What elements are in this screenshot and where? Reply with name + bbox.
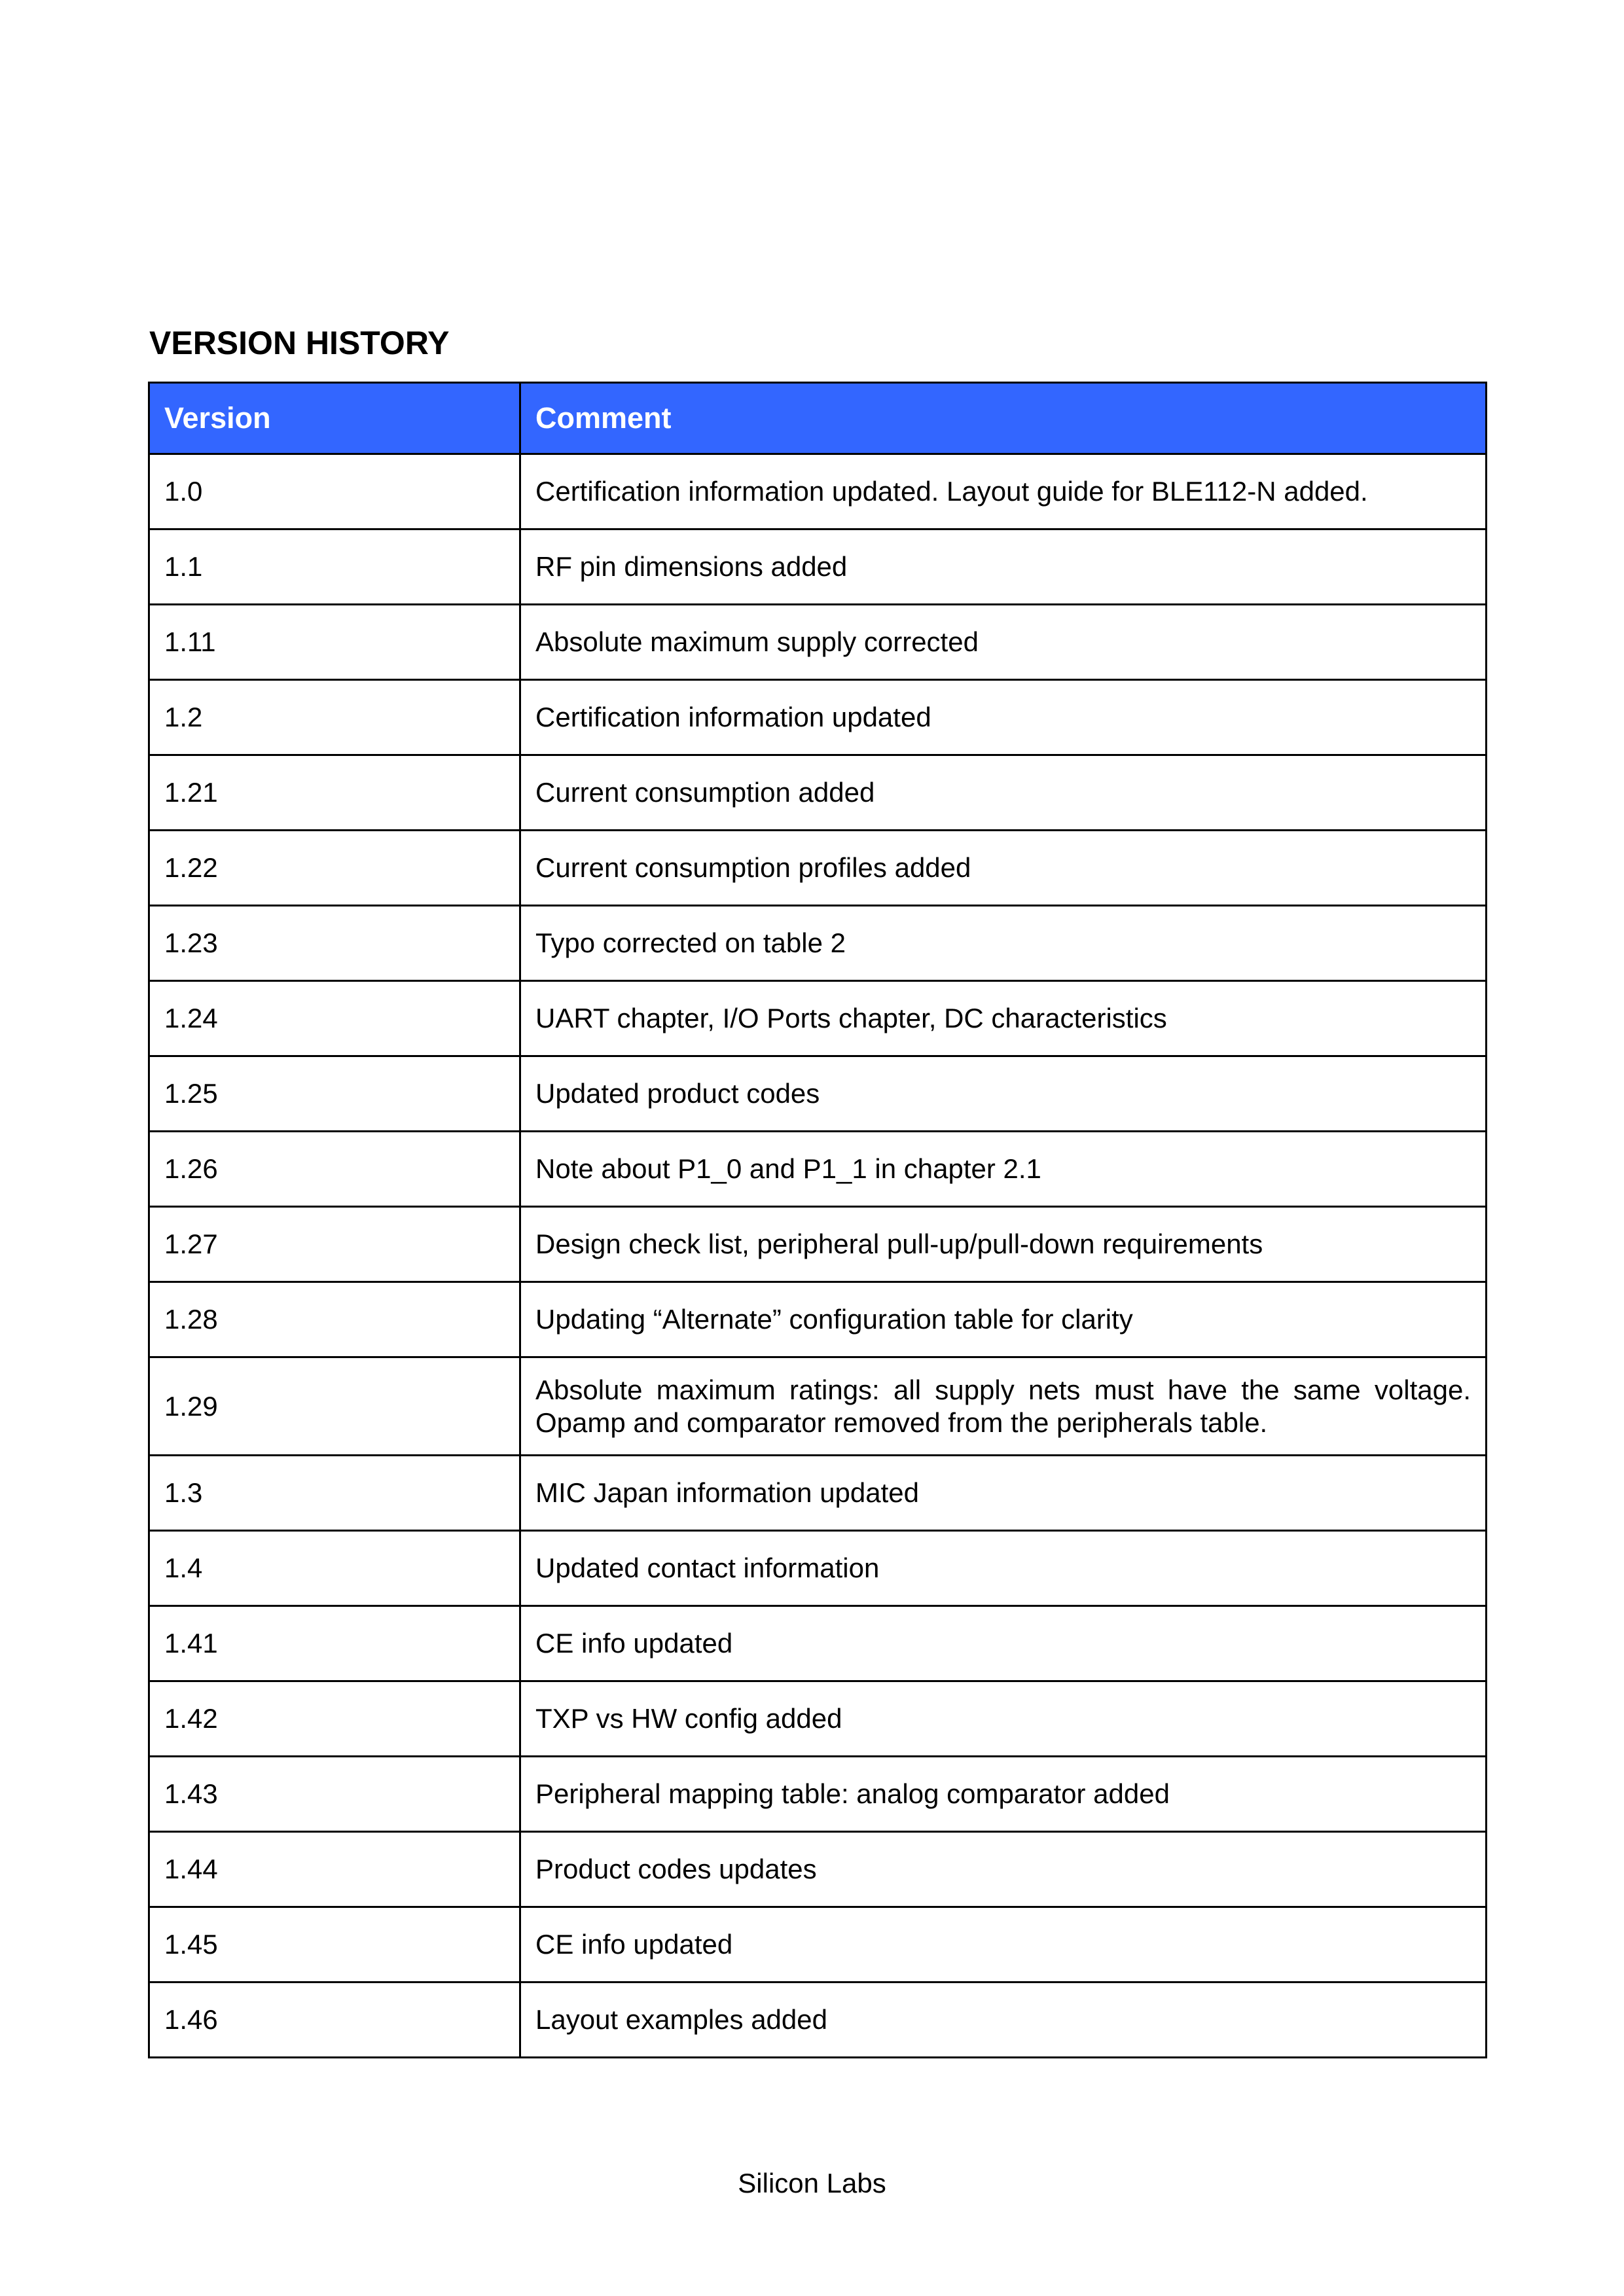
table-row — [149, 1832, 1487, 1907]
version-cell: 1.21 — [149, 755, 520, 831]
version-cell: 1.45 — [149, 1907, 520, 1982]
comment-cell: Note about P1_0 and P1_1 in chapter 2.1 — [520, 1132, 1487, 1207]
version-cell: 1.46 — [149, 1982, 520, 2058]
comment-cell: CE info updated — [520, 1606, 1487, 1681]
version-cell: 1.43 — [149, 1757, 520, 1832]
comment-cell: Peripheral mapping table: analog comparator added — [520, 1757, 1487, 1832]
comment-cell: Updating “Alternate” configuration table for clarity — [520, 1282, 1487, 1357]
comment-cell: Certification information updated. Layout guide for BLE112-N added. — [520, 454, 1487, 529]
comment-cell: UART chapter, I/O Ports chapter, DC characteristics — [520, 981, 1487, 1056]
version-cell: 1.26 — [149, 1132, 520, 1207]
version-cell: 1.23 — [149, 906, 520, 981]
version-cell: 1.27 — [149, 1207, 520, 1282]
version-cell: 1.44 — [149, 1832, 520, 1907]
table-header-row — [149, 383, 1487, 454]
comment-cell: Layout examples added — [520, 1982, 1487, 2058]
page-footer: Silicon Labs — [738, 2168, 886, 2198]
table-row — [149, 906, 1487, 981]
version-cell: 1.28 — [149, 1282, 520, 1357]
version-cell: 1.24 — [149, 981, 520, 1056]
table-row — [149, 1357, 1487, 1456]
version-cell: 1.22 — [149, 831, 520, 906]
comment-cell: Updated contact information — [520, 1531, 1487, 1606]
table-row — [149, 1531, 1487, 1606]
table-row — [149, 1681, 1487, 1757]
table-row — [149, 1207, 1487, 1282]
table-row — [149, 1132, 1487, 1207]
version-cell: 1.41 — [149, 1606, 520, 1681]
table-row — [149, 1282, 1487, 1357]
version-cell: 1.29 — [149, 1357, 520, 1456]
comment-cell: CE info updated — [520, 1907, 1487, 1982]
version-cell: 1.0 — [149, 454, 520, 529]
comment-cell: Absolute maximum supply corrected — [520, 605, 1487, 680]
table-row — [149, 831, 1487, 906]
comment-cell: Updated product codes — [520, 1056, 1487, 1132]
table-row — [149, 454, 1487, 529]
table-row — [149, 1606, 1487, 1681]
table-row — [149, 1757, 1487, 1832]
comment-cell: RF pin dimensions added — [520, 529, 1487, 605]
version-cell: 1.11 — [149, 605, 520, 680]
table-row — [149, 529, 1487, 605]
comment-cell: Product codes updates — [520, 1832, 1487, 1907]
table-row — [149, 755, 1487, 831]
version-cell: 1.4 — [149, 1531, 520, 1606]
comment-cell: Current consumption profiles added — [520, 831, 1487, 906]
comment-cell: Design check list, peripheral pull-up/pull-down requirements — [520, 1207, 1487, 1282]
comment-cell: Certification information updated — [520, 680, 1487, 755]
comment-cell: Absolute maximum ratings: all supply nets must have the same voltage. Opamp and comparator removed from the peripherals table. — [520, 1357, 1487, 1456]
table-row — [149, 1056, 1487, 1132]
table-row — [149, 605, 1487, 680]
page-title: VERSION HISTORY — [149, 325, 450, 361]
comment-cell: MIC Japan information updated — [520, 1456, 1487, 1531]
version-cell: 1.42 — [149, 1681, 520, 1757]
table-row — [149, 981, 1487, 1056]
comment-cell: TXP vs HW config added — [520, 1681, 1487, 1757]
table-row — [149, 1907, 1487, 1982]
table-row — [149, 1982, 1487, 2058]
version-cell: 1.2 — [149, 680, 520, 755]
table-row — [149, 1456, 1487, 1531]
table-row — [149, 680, 1487, 755]
version-cell: 1.25 — [149, 1056, 520, 1132]
column-header-comment: Comment — [520, 383, 1487, 454]
version-history-table — [148, 382, 1487, 2058]
comment-cell: Current consumption added — [520, 755, 1487, 831]
version-cell: 1.3 — [149, 1456, 520, 1531]
comment-cell: Typo corrected on table 2 — [520, 906, 1487, 981]
version-cell: 1.1 — [149, 529, 520, 605]
column-header-version: Version — [149, 383, 520, 454]
